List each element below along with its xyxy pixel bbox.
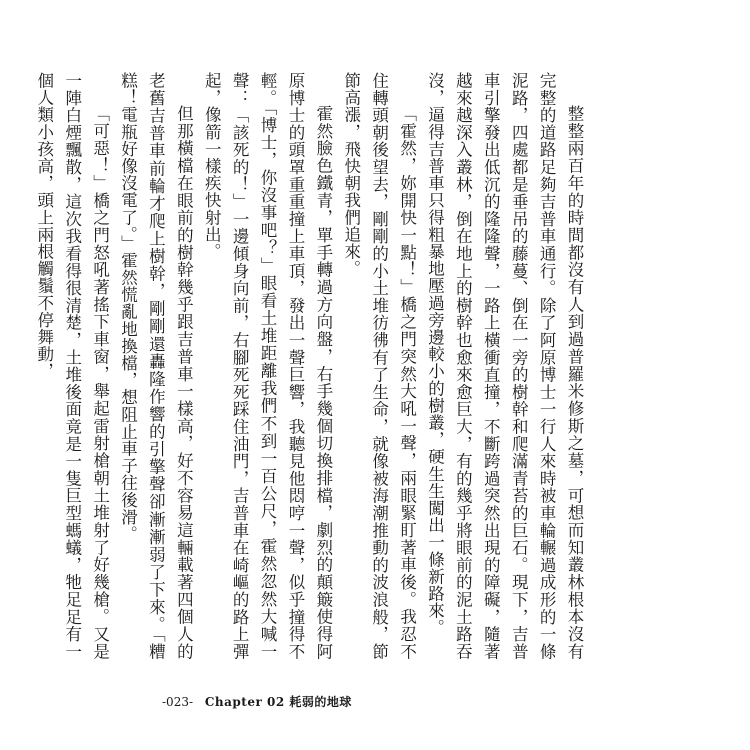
- body-text: [34, 72, 588, 660]
- paragraph-1: 整整兩百年的時間都沒有人到過普羅米修斯之墓，可想而知叢林根本沒有完整的道路足夠吉普車通行。除了阿原博士一行人來時被車輪輾過成形的一條泥路，四處都是垂吊的藤蔓、倒在一旁的樹幹和爬滿青苔的巨石。現下，吉普車引擎發出低沉的隆隆聲，一路上橫衝直撞，不斷跨過突然出現的障礙，隨著越來越深入叢林，倒在地上的樹幹也愈來愈巨大，有的幾乎將眼前的泥土路吞沒，逼得吉普車只得粗暴地壓過旁邊較小的樹叢，硬生生闖出一條新路來。: [425, 72, 584, 660]
- paragraph-2: 「霍然，妳開快一點！」橋之門突然大吼一聲，兩眼緊盯著車後。我忍不住轉頭朝後望去，剛剛的小土堆彷彿有了生命，就像被海潮推動的波浪般，節節高漲，飛快朝我們追來。: [341, 72, 417, 660]
- chapter-label: Chapter 02 耗弱的地球: [204, 695, 352, 709]
- paragraph-3: 霍然臉色鐵青，單手轉過方向盤，右手幾個切換排檔，劇烈的顛簸使得阿原博士的頭罩重重撞上車頂，發出一聲巨響，我聽見他悶哼一聲，似乎撞得不輕。「博士，你沒事吧？」眼看土堆距離我們不到一百公尺，霍然忽然大喊一聲：「該死的！」一邊傾身向前，右腳死死踩住油門，吉普車在崎嶇的路上彈起，像箭一樣疾快射出。: [202, 72, 333, 660]
- paragraph-5: 「可惡！」橋之門怒吼著搖下車窗，舉起雷射槍朝土堆射了好幾槍。又是一陣白煙飄散，這次我看得很清楚，土堆後面竟是一隻巨型螞蟻，牠足足有一個人類小孩高，頭上兩根觸鬚不停舞動，: [34, 72, 110, 660]
- page-footer: [162, 693, 352, 710]
- page-number: -023-: [162, 695, 194, 709]
- paragraph-4: 但那橫檔在眼前的樹幹幾乎跟吉普車一樣高，好不容易這輛載著四個人的老舊吉普車前輪才爬上樹幹，剛剛還轟隆作響的引擎聲卻漸漸弱了下來。「糟糕！電瓶好像沒電了。」霍然慌亂地換檔，想阻止車子往後滑。: [118, 72, 194, 660]
